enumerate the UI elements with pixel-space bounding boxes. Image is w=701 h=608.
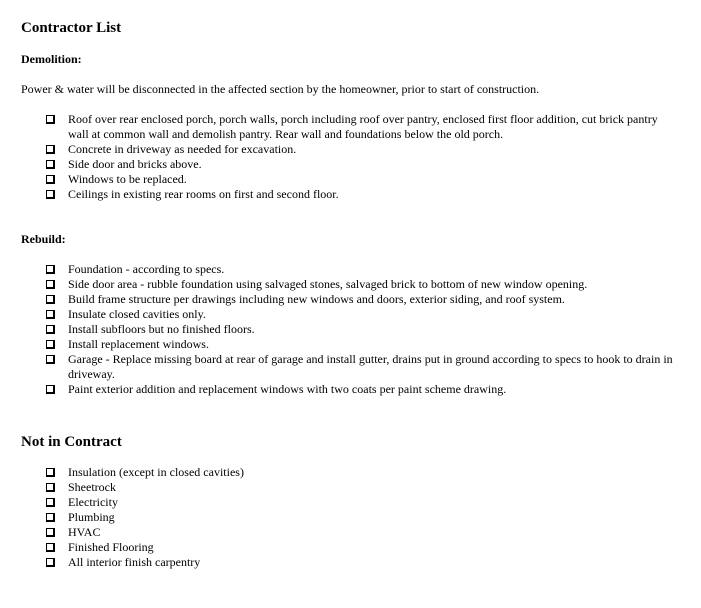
list-item: All interior finish carpentry (21, 555, 681, 570)
checkbox-icon (46, 498, 55, 507)
checkbox-icon (46, 175, 55, 184)
demolition-heading: Demolition: (21, 52, 82, 66)
not-in-contract-heading: Not in Contract (21, 434, 122, 450)
checkbox-icon (46, 325, 55, 334)
checkbox-icon (46, 385, 55, 394)
list-item: Insulate closed cavities only. (21, 307, 681, 322)
list-item: Plumbing (21, 510, 681, 525)
list-item: Build frame structure per drawings including new windows and doors, exterior siding, and roof system. (21, 292, 681, 307)
checkbox-icon (46, 513, 55, 522)
checkbox-icon (46, 310, 55, 319)
rebuild-heading: Rebuild: (21, 232, 66, 246)
checkbox-icon (46, 355, 55, 364)
checkbox-icon (46, 340, 55, 349)
demolition-list (21, 112, 681, 202)
document-title: Contractor List (21, 20, 122, 36)
checkbox-icon (46, 265, 55, 274)
list-item: Insulation (except in closed cavities) (21, 465, 681, 480)
list-item: Side door and bricks above. (21, 157, 681, 172)
rebuild-list (21, 262, 681, 397)
checkbox-icon (46, 543, 55, 552)
list-item: HVAC (21, 525, 681, 540)
list-item: Windows to be replaced. (21, 172, 681, 187)
list-item: Side door area - rubble foundation using salvaged stones, salvaged brick to bottom of new window opening. (21, 277, 681, 292)
list-item: Concrete in driveway as needed for excavation. (21, 142, 681, 157)
checkbox-icon (46, 483, 55, 492)
checkbox-icon (46, 160, 55, 169)
list-item: Install replacement windows. (21, 337, 681, 352)
checkbox-icon (46, 280, 55, 289)
list-item: Sheetrock (21, 480, 681, 495)
list-item: Roof over rear enclosed porch, porch walls, porch including roof over pantry, enclosed first floor addition, cut brick pantry wall at common wall and demolish pantry. Rear wall and foundations below the old porch. (21, 112, 681, 142)
checkbox-icon (46, 468, 55, 477)
list-item: Foundation - according to specs. (21, 262, 681, 277)
checkbox-icon (46, 558, 55, 567)
checkbox-icon (46, 295, 55, 304)
list-item: Paint exterior addition and replacement windows with two coats per paint scheme drawing. (21, 382, 681, 397)
demolition-intro: Power & water will be disconnected in the affected section by the homeowner, prior to start of construction. (21, 82, 540, 96)
list-item: Install subfloors but no finished floors. (21, 322, 681, 337)
list-item: Garage - Replace missing board at rear of garage and install gutter, drains put in ground according to specs to hook to drain in driveway. (21, 352, 681, 382)
document-page (21, 18, 681, 570)
checkbox-icon (46, 115, 55, 124)
list-item: Ceilings in existing rear rooms on first and second floor. (21, 187, 681, 202)
list-item: Finished Flooring (21, 540, 681, 555)
list-item: Electricity (21, 495, 681, 510)
checkbox-icon (46, 528, 55, 537)
checkbox-icon (46, 145, 55, 154)
checkbox-icon (46, 190, 55, 199)
not-in-contract-list (21, 465, 681, 570)
